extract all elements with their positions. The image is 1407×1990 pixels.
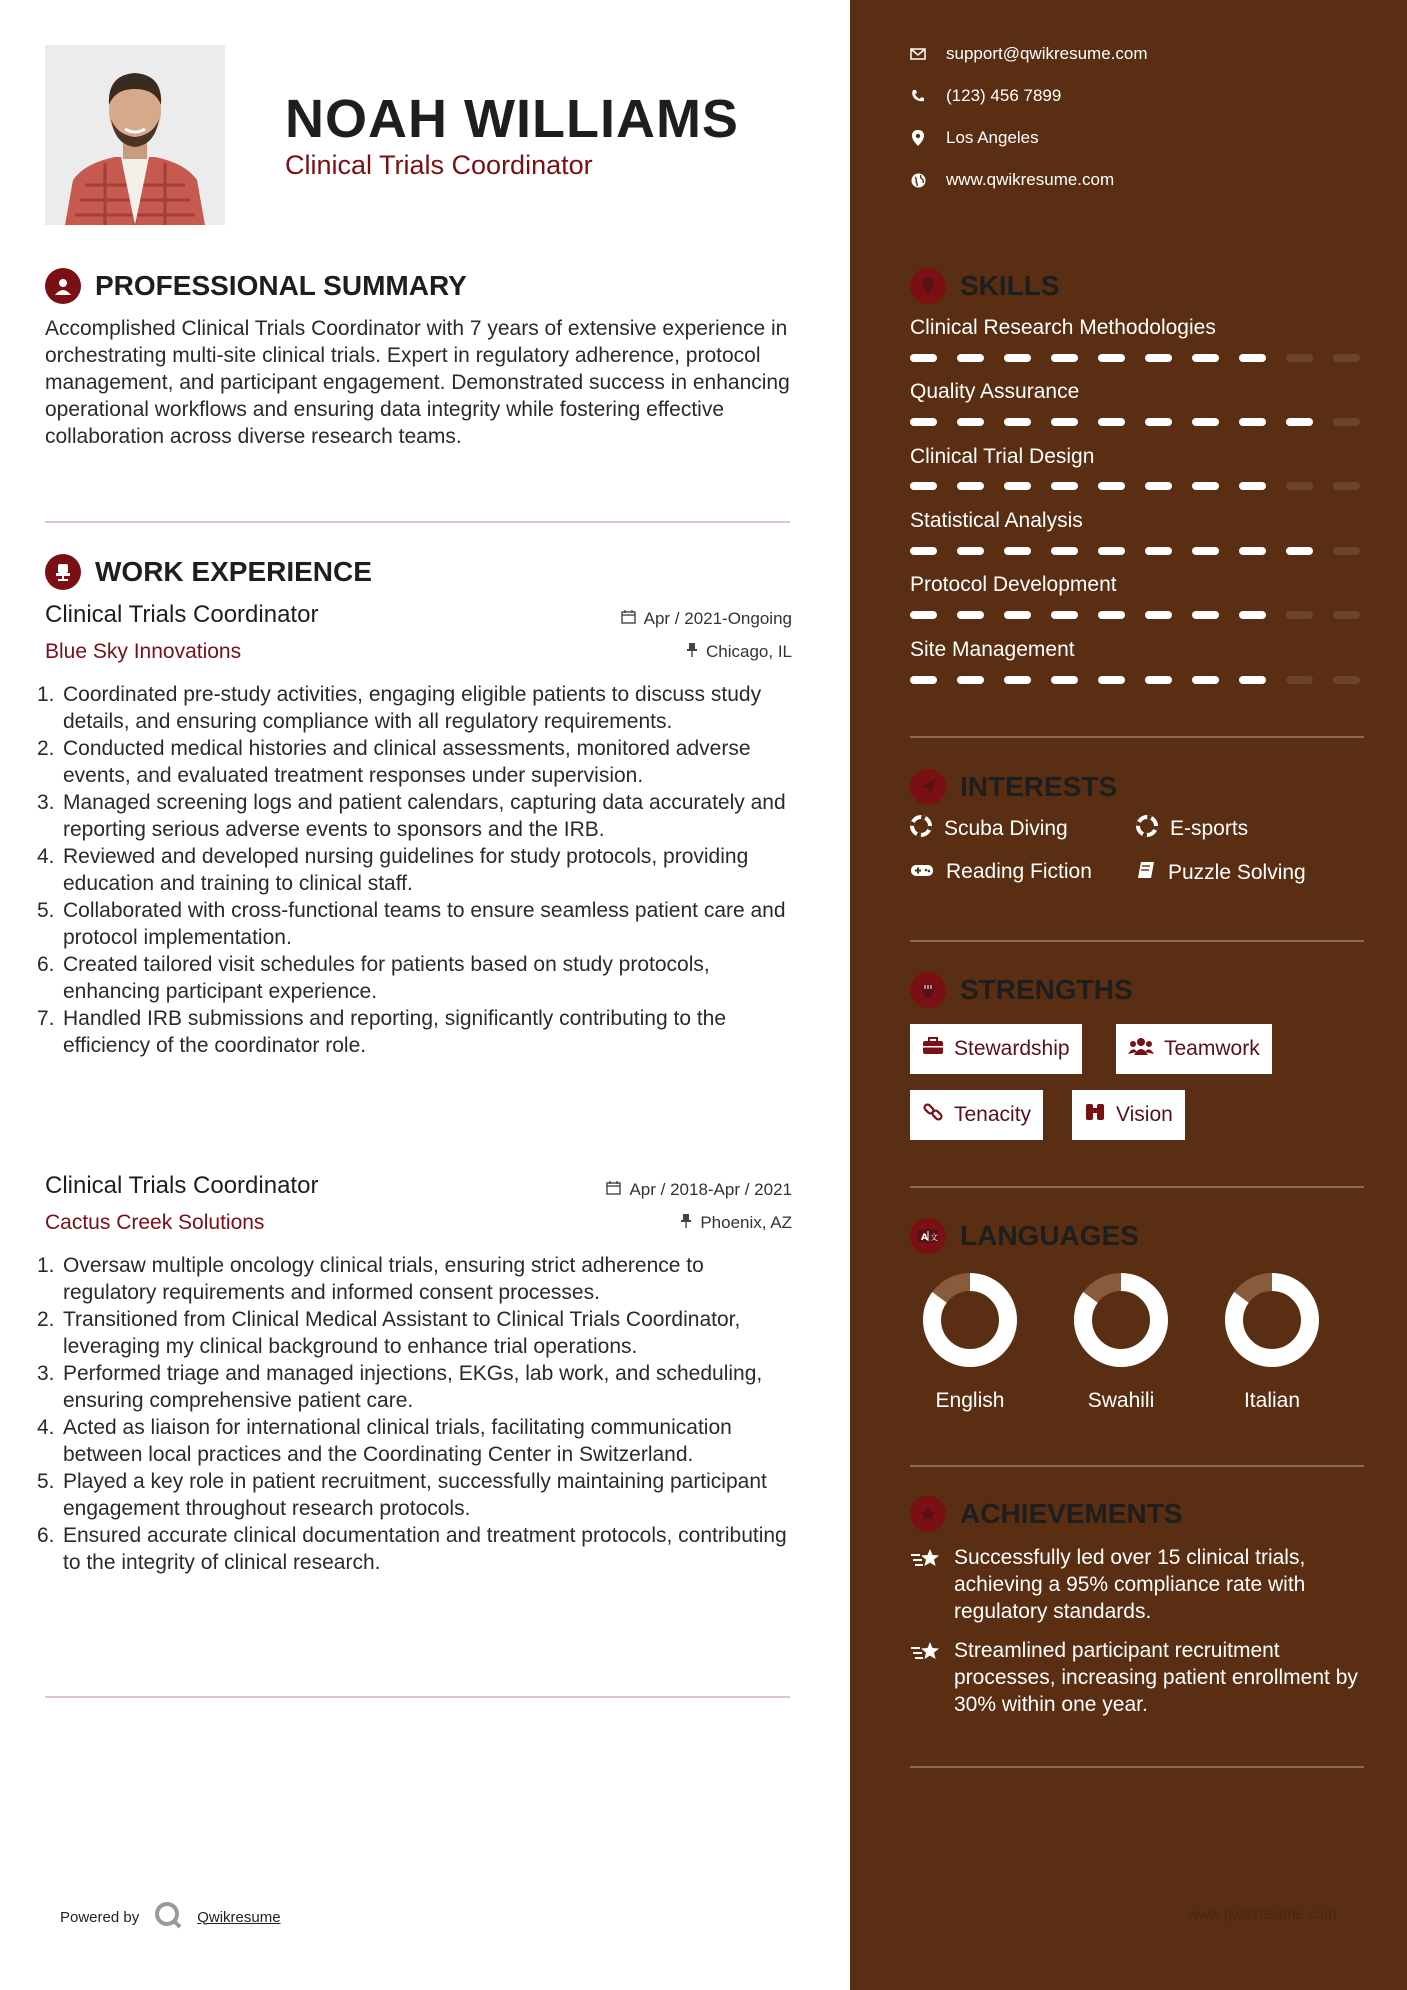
skill-dash-filled: [957, 482, 984, 490]
candidate-title: Clinical Trials Coordinator: [285, 150, 593, 180]
skill-dash-filled: [910, 611, 937, 619]
binoculars-icon: [1084, 1102, 1106, 1128]
skills-heading: SKILLS: [960, 270, 1060, 301]
list-item: 3. Performed triage and managed injections, EKGs, lab work, and scheduling, ensuring comprehensive patient care.: [37, 1362, 763, 1412]
list-item: 3. Managed screening logs and patient calendars, capturing data accurately and reporting serious adverse events to sponsors and the IRB.: [37, 791, 786, 841]
language-item: [915, 1270, 1025, 1413]
language-donut: [1071, 1270, 1171, 1370]
job-bullets: [37, 681, 797, 1059]
skill-rating: [910, 354, 1360, 362]
skill-rating: [910, 547, 1360, 555]
skill-dash-filled: [1239, 547, 1266, 555]
skill-dash-filled: [910, 482, 937, 490]
skill-dash-filled: [1192, 676, 1219, 684]
company-name: Cactus Creek Solutions: [45, 1211, 265, 1234]
skill-dash-filled: [957, 676, 984, 684]
language-donut: [1222, 1270, 1322, 1370]
skill-dash-empty: [1286, 354, 1313, 362]
skill-dash-filled: [1239, 418, 1266, 426]
interest-item: E-sports: [1136, 815, 1248, 843]
website-text[interactable]: www.qwikresume.com: [946, 170, 1115, 189]
skill-dash-filled: [910, 547, 937, 555]
skill-dash-filled: [1004, 676, 1031, 684]
candidate-name: NOAH WILLIAMS: [285, 89, 739, 149]
skill-dash-empty: [1333, 482, 1360, 490]
summary-section-header: [45, 268, 467, 304]
skill-dash-filled: [957, 547, 984, 555]
book-icon: [1136, 860, 1156, 886]
calendar-icon: [606, 1180, 621, 1200]
list-item: 2. Transitioned from Clinical Medical Assistant to Clinical Trials Coordinator, leveraging my clinical background to enhance trial operations.: [37, 1308, 741, 1358]
list-item: 1. Coordinated pre-study activities, engaging eligible patients to discuss study details, and ensuring compliance with all regulatory requirements.: [37, 683, 762, 733]
list-item: 5. Collaborated with cross-functional teams to ensure seamless patient care and protocol implementation.: [37, 899, 786, 949]
strength-badge: Vision: [1072, 1090, 1185, 1140]
skill-dash-filled: [1098, 418, 1125, 426]
skill-dash-filled: [1051, 418, 1078, 426]
strength-badge: Teamwork: [1116, 1024, 1272, 1074]
achievement-item: Streamlined participant recruitment processes, increasing patient enrollment by 30% within one year.: [910, 1637, 1370, 1718]
skill-dash-filled: [1098, 482, 1125, 490]
location-text: Los Angeles: [946, 128, 1039, 147]
skill-name: Site Management: [910, 638, 1075, 661]
link-icon: [922, 1101, 944, 1129]
shooting-star-icon: [910, 1637, 942, 1718]
skill-dash-filled: [1192, 354, 1219, 362]
skill-dash-empty: [1286, 676, 1313, 684]
skill-dash-filled: [1239, 676, 1266, 684]
list-item: 6. Created tailored visit schedules for patients based on study protocols, enhancing participant experience.: [37, 953, 710, 1003]
life-ring-icon: [1136, 815, 1158, 843]
skill-dash-filled: [1051, 611, 1078, 619]
skill-dash-filled: [957, 354, 984, 362]
list-item: 7. Handled IRB submissions and reporting, significantly contributing to the efficiency of the coordinator role.: [37, 1007, 727, 1057]
skill-rating: [910, 676, 1360, 684]
strengths-section-header: [910, 972, 1133, 1008]
profile-photo: [45, 45, 225, 225]
shooting-star-icon: [910, 1544, 942, 1625]
map-marker-icon: [910, 130, 926, 146]
divider: [910, 1186, 1364, 1188]
skill-dash-filled: [1004, 354, 1031, 362]
skill-dash-filled: [1145, 418, 1172, 426]
lightbulb-icon: [910, 268, 946, 304]
skill-dash-filled: [1192, 611, 1219, 619]
person-illustration: [45, 45, 225, 225]
user-icon: [45, 268, 81, 304]
users-icon: [1128, 1037, 1154, 1061]
skill-dash-filled: [1145, 482, 1172, 490]
interest-item: Reading Fiction: [910, 860, 1092, 884]
job-date-text: Apr / 2021-Ongoing: [643, 609, 792, 628]
skill-name: Quality Assurance: [910, 380, 1080, 403]
skill-dash-filled: [1286, 418, 1313, 426]
paper-plane-icon: [910, 769, 946, 805]
skill-dash-filled: [957, 418, 984, 426]
skills-section-header: [910, 268, 1060, 304]
skill-dash-filled: [1239, 354, 1266, 362]
summary-heading: PROFESSIONAL SUMMARY: [95, 270, 467, 301]
skill-name: Statistical Analysis: [910, 509, 1083, 532]
job-date: [606, 1180, 792, 1200]
skill-dash-filled: [1192, 482, 1219, 490]
company-name: Blue Sky Innovations: [45, 640, 242, 663]
gamepad-icon: [910, 860, 934, 884]
skill-dash-filled: [1145, 547, 1172, 555]
skill-dash-filled: [1051, 482, 1078, 490]
language-name: English: [935, 1389, 1005, 1412]
envelope-icon: [910, 48, 926, 60]
language-item: [1217, 1270, 1327, 1413]
contact-location: [910, 128, 1039, 148]
divider: [910, 736, 1364, 738]
list-item: 4. Reviewed and developed nursing guidelines for study protocols, providing education and training to clinical staff.: [37, 845, 749, 895]
qwikresume-logo-icon: [153, 1900, 183, 1934]
job-title: Clinical Trials Coordinator: [45, 601, 319, 628]
interests-section-header: [910, 769, 1117, 805]
skill-dash-empty: [1333, 418, 1360, 426]
list-item: 6. Ensured accurate clinical documentation and treatment protocols, contributing to the integrity of clinical research.: [37, 1524, 787, 1574]
contact-phone: [910, 86, 1061, 106]
experience-heading: WORK EXPERIENCE: [95, 556, 372, 587]
skill-rating: [910, 611, 1360, 619]
summary-text: Accomplished Clinical Trials Coordinator with 7 years of extensive experience in orchestrating multi-site clinical trials. Expert in regulatory adherence, protocol management, and participant engagement. Demonstrated success in enhancing operational workflows and ensuring data integrity while fostering effective collaboration across diverse research teams.: [45, 317, 790, 448]
strengths-heading: STRENGTHS: [960, 974, 1133, 1005]
phone-text: (123) 456 7899: [946, 86, 1062, 105]
star-badge-icon: [910, 1496, 946, 1532]
phone-icon: [910, 89, 926, 103]
languages-section-header: [910, 1218, 1139, 1254]
experience-section-header: [45, 554, 372, 590]
list-item: 2. Conducted medical histories and clinical assessments, monitored adverse events, and evaluated treatment responses under supervision.: [37, 737, 751, 787]
interests-heading: INTERESTS: [960, 771, 1118, 802]
skill-dash-filled: [1145, 611, 1172, 619]
skill-dash-filled: [1004, 418, 1031, 426]
skill-dash-filled: [1192, 418, 1219, 426]
footer-site[interactable]: www.qwikresume.com: [1188, 1906, 1337, 1923]
language-name: Swahili: [1087, 1389, 1155, 1412]
skill-dash-filled: [1051, 354, 1078, 362]
skill-dash-filled: [1051, 547, 1078, 555]
list-item: 5. Played a key role in patient recruitment, successfully maintaining participant engagement throughout research protocols.: [37, 1470, 767, 1520]
contact-email: [910, 44, 1148, 64]
skill-dash-filled: [1145, 354, 1172, 362]
skill-dash-filled: [1286, 547, 1313, 555]
strength-badge: Tenacity: [910, 1090, 1043, 1140]
skill-name: Clinical Trial Design: [910, 445, 1095, 468]
office-chair-icon: [45, 554, 81, 590]
job-title: Clinical Trials Coordinator: [45, 1172, 319, 1199]
skill-dash-empty: [1333, 676, 1360, 684]
list-item: 4. Acted as liaison for international clinical trials, facilitating communication between local practices and the Coordinating Center in Switzerland.: [37, 1416, 732, 1466]
skill-dash-empty: [1333, 611, 1360, 619]
skill-dash-filled: [1192, 547, 1219, 555]
divider: [45, 521, 790, 523]
skill-dash-filled: [910, 676, 937, 684]
contact-website: [910, 170, 1114, 190]
list-item: 1. Oversaw multiple oncology clinical trials, ensuring strict adherence to regulatory requirements and informed consent processes.: [37, 1254, 704, 1304]
languages-heading: LANGUAGES: [960, 1220, 1139, 1251]
skill-dash-filled: [910, 354, 937, 362]
skill-dash-filled: [1239, 482, 1266, 490]
skill-dash-empty: [1333, 354, 1360, 362]
skill-dash-empty: [1286, 482, 1313, 490]
skill-name: Protocol Development: [910, 573, 1117, 596]
skill-rating: [910, 482, 1360, 490]
language-item: [1066, 1270, 1176, 1413]
job-bullets: [37, 1252, 797, 1576]
skill-dash-filled: [1098, 611, 1125, 619]
calendar-icon: [621, 609, 636, 629]
achievements-heading: ACHIEVEMENTS: [960, 1498, 1183, 1529]
skill-dash-filled: [1239, 611, 1266, 619]
job-location: [686, 642, 792, 662]
skill-rating: [910, 418, 1360, 426]
skill-name: Clinical Research Methodologies: [910, 316, 1216, 339]
language-donut: [920, 1270, 1020, 1370]
briefcase-icon: [922, 1037, 944, 1061]
skill-dash-filled: [1145, 676, 1172, 684]
powered-by-label: Powered by: [60, 1908, 140, 1926]
skill-dash-filled: [1098, 354, 1125, 362]
job-date: [621, 609, 792, 629]
fist-icon: [910, 972, 946, 1008]
skill-dash-filled: [1098, 676, 1125, 684]
life-ring-icon: [910, 815, 932, 843]
strength-badge: Stewardship: [910, 1024, 1082, 1074]
divider: [910, 1465, 1364, 1467]
interest-item: Puzzle Solving: [1136, 860, 1306, 886]
svg-text:A: A: [921, 1233, 928, 1243]
skill-dash-filled: [1004, 482, 1031, 490]
achievement-item: Successfully led over 15 clinical trials, achieving a 95% compliance rate with regulatory standards.: [910, 1544, 1370, 1625]
email-text[interactable]: support@qwikresume.com: [946, 44, 1148, 63]
skill-dash-empty: [1333, 547, 1360, 555]
divider: [910, 1766, 1364, 1768]
divider: [910, 940, 1364, 942]
skill-dash-filled: [910, 418, 937, 426]
footer-powered-by: [60, 1900, 281, 1934]
pin-icon: [680, 1213, 692, 1233]
skill-dash-filled: [1004, 547, 1031, 555]
job-location: [680, 1213, 792, 1233]
globe-icon: [910, 173, 926, 188]
divider: [45, 1696, 790, 1698]
skill-dash-filled: [1004, 611, 1031, 619]
qwikresume-link[interactable]: Qwikresume: [197, 1908, 281, 1926]
language-icon: [910, 1218, 946, 1254]
language-name: Italian: [1243, 1389, 1301, 1412]
skill-dash-filled: [1098, 547, 1125, 555]
job-location-text: Chicago, IL: [706, 642, 792, 661]
job-date-text: Apr / 2018-Apr / 2021: [629, 1180, 792, 1199]
skill-dash-filled: [1051, 676, 1078, 684]
job-location-text: Phoenix, AZ: [700, 1213, 792, 1232]
pin-icon: [686, 642, 698, 662]
interest-item: Scuba Diving: [910, 815, 1068, 843]
svg-text:文: 文: [930, 1233, 938, 1242]
skill-dash-filled: [957, 611, 984, 619]
skill-dash-empty: [1286, 611, 1313, 619]
achievements-section-header: [910, 1496, 1182, 1532]
